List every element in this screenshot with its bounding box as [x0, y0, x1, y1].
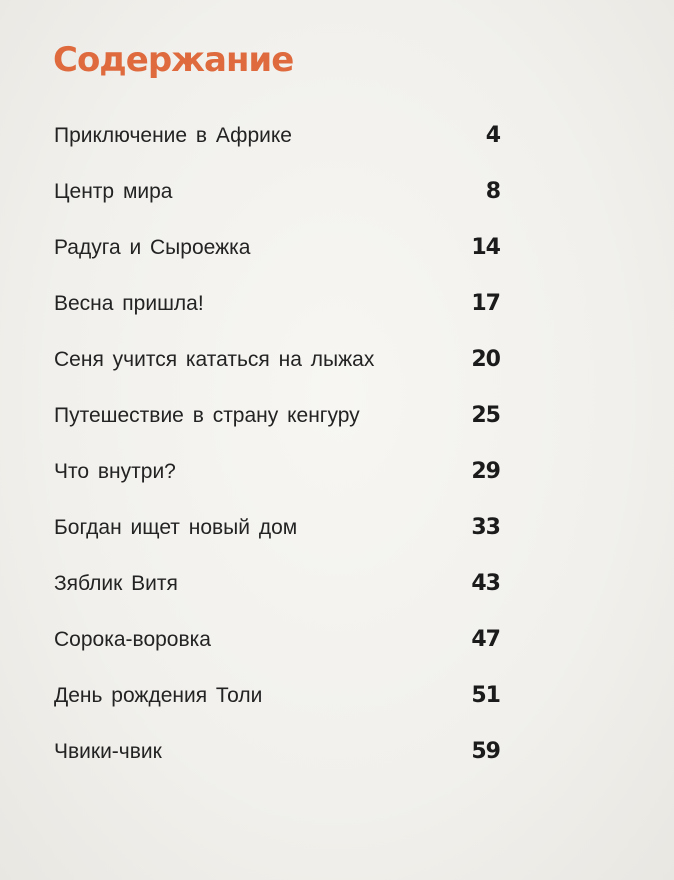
toc-entry	[54, 454, 500, 490]
toc-entry-page: 4	[485, 123, 500, 148]
toc-entry-title: Центр мира	[54, 180, 173, 203]
toc-entry-title: День рождения Толи	[54, 684, 263, 707]
toc-entry-title: Приключение в Африке	[54, 124, 292, 147]
toc-entry-title: Весна пришла!	[54, 292, 204, 315]
toc-entry	[54, 734, 500, 770]
toc-entry-page: 59	[471, 739, 500, 764]
toc-entry-page: 14	[471, 235, 500, 260]
toc-entry	[54, 230, 500, 266]
toc-entry-title: Сеня учится кататься на лыжах	[54, 348, 375, 371]
toc-entry-page: 47	[471, 627, 500, 652]
toc-entry-page: 25	[471, 403, 500, 428]
toc-entry	[54, 174, 500, 210]
toc-entry-page: 51	[471, 683, 500, 708]
toc-entry	[54, 678, 500, 714]
toc-entry-title: Сорока-воровка	[54, 628, 211, 651]
toc-entry-title: Что внутри?	[54, 460, 176, 483]
toc-entry	[54, 510, 500, 546]
toc-entry-page: 29	[471, 459, 500, 484]
toc-entry-page: 33	[471, 515, 500, 540]
toc-entry-title: Зяблик Витя	[54, 572, 178, 595]
toc-entry	[54, 286, 500, 322]
toc-entry	[54, 622, 500, 658]
toc-entry-page: 20	[471, 347, 500, 372]
toc-entry	[54, 342, 500, 378]
toc-entry-title: Радуга и Сыроежка	[54, 236, 251, 259]
toc-entry-page: 17	[471, 291, 500, 316]
toc-entry-title: Путешествие в страну кенгуру	[54, 404, 360, 427]
toc-entry-title: Богдан ищет новый дом	[54, 516, 298, 539]
toc-entry	[54, 398, 500, 434]
toc-entry-title: Чвики-чвик	[54, 740, 162, 763]
page-title: Содержание	[53, 40, 294, 80]
toc-entry	[54, 566, 500, 602]
toc-entry	[54, 118, 500, 154]
toc-entry-page: 43	[471, 571, 500, 596]
toc-entry-page: 8	[485, 179, 500, 204]
